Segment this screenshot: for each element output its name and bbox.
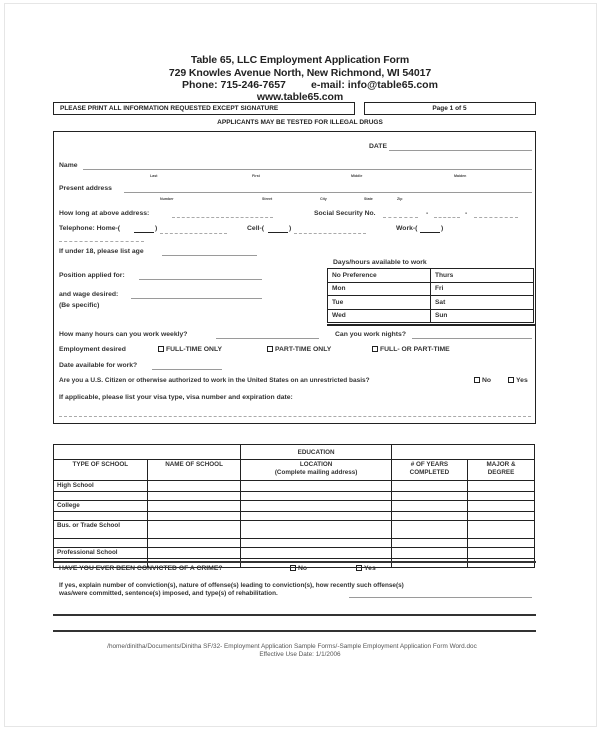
table-row (54, 539, 535, 548)
availability-option[interactable]: Sun (431, 309, 534, 323)
table-row (54, 501, 535, 512)
availability-row (328, 269, 534, 283)
paren-close: ) (289, 225, 292, 232)
availability-option[interactable]: Thurs (431, 269, 534, 283)
citizen-yes[interactable] (508, 377, 528, 384)
citizen-no[interactable] (474, 377, 491, 384)
phone-cell-area-code[interactable] (268, 232, 288, 233)
option-label: FULL-TIME ONLY (166, 346, 223, 353)
phone-home-number[interactable] (160, 233, 227, 234)
visa-label: If applicable, please list your visa type, visa number and expiration date: (59, 394, 293, 401)
option-label: No (482, 377, 492, 384)
crime-explain-field[interactable] (349, 597, 532, 598)
option-label: Yes (364, 565, 376, 572)
checkbox-icon[interactable] (158, 346, 164, 352)
school-type-cell (54, 492, 148, 501)
nights-label: Can you work nights? (335, 331, 406, 338)
option-full-time[interactable] (158, 346, 222, 353)
crime-yes[interactable] (356, 565, 376, 572)
col-major-degree: MAJOR & DEGREE (468, 460, 535, 481)
address-field[interactable] (124, 192, 532, 193)
hours-weekly-label: How many hours can you work weekly? (59, 331, 188, 338)
instruction-box (53, 102, 355, 115)
visa-field[interactable] (59, 416, 531, 417)
availability-option[interactable]: Sat (431, 296, 534, 310)
checkbox-icon[interactable] (474, 377, 480, 383)
education-title-row (54, 445, 535, 460)
school-type-cell: Professional School (54, 548, 148, 559)
education-header-row (54, 460, 535, 481)
date-label: DATE (369, 143, 387, 150)
checkbox-icon[interactable] (372, 346, 378, 352)
phone-home-area-code[interactable] (134, 232, 154, 233)
checkbox-icon[interactable] (290, 565, 296, 571)
address-sublabel-number: Number (160, 197, 174, 201)
address-sublabel-street: Street (262, 197, 273, 201)
name-sublabel-last: Last (150, 174, 158, 178)
availability-title: Days/hours available to work (333, 259, 427, 266)
date-available-field[interactable] (152, 369, 222, 370)
phone-work-area-code[interactable] (420, 232, 440, 233)
ssn-label: Social Security No. (314, 210, 376, 217)
table-row (54, 492, 535, 501)
paren-close: ) (441, 225, 444, 232)
table-row (54, 512, 535, 521)
position-field[interactable] (139, 279, 262, 280)
name-sublabel-middle: Middle (351, 174, 363, 178)
school-type-cell: High School (54, 481, 148, 492)
footer-effective-date: Effective Use Date: 1/1/2006 (259, 651, 341, 658)
phone-work-number[interactable] (59, 241, 144, 242)
option-label: PART-TIME ONLY (275, 346, 332, 353)
paren-close: ) (155, 225, 158, 232)
availability-row (328, 296, 534, 310)
how-long-label: How long at above address: (59, 210, 150, 217)
availability-row (328, 282, 534, 296)
position-label: Position applied for: (59, 272, 125, 279)
option-part-time[interactable] (267, 346, 331, 353)
company-website: www.table65.com (256, 91, 344, 103)
nights-field[interactable] (412, 338, 532, 339)
availability-table (327, 268, 534, 323)
availability-table-bottom-rule (327, 324, 535, 326)
option-full-or-part-time[interactable] (372, 346, 450, 353)
education-table (53, 444, 535, 568)
crime-question: HAVE YOU EVER BEEN CONVICTED OF A CRIME? (59, 565, 223, 572)
option-label: FULL- OR PART-TIME (380, 346, 450, 353)
ssn-part2-field[interactable] (434, 217, 460, 218)
phone-cell-label: Cell-( (247, 225, 264, 232)
availability-option[interactable]: No Preference (328, 269, 431, 283)
checkbox-icon[interactable] (267, 346, 273, 352)
crime-explain-line2: was/were committed, sentence(s) imposed, and type(s) of rehabilitation. (59, 590, 278, 597)
address-sublabel-state: State (364, 197, 373, 201)
date-available-label: Date available for work? (59, 362, 138, 369)
table-row (54, 481, 535, 492)
age-field[interactable] (162, 255, 257, 256)
option-label: No (298, 565, 308, 572)
company-title: Table 65, LLC Employment Application Form (190, 54, 410, 66)
checkbox-icon[interactable] (356, 565, 362, 571)
availability-option[interactable]: Wed (328, 309, 431, 323)
phone-cell-number[interactable] (294, 233, 366, 234)
ssn-separator: - (465, 210, 468, 217)
under18-label: If under 18, please list age (59, 248, 144, 255)
availability-option[interactable]: Tue (328, 296, 431, 310)
how-long-field[interactable] (172, 217, 273, 218)
school-type-cell (54, 539, 148, 548)
school-type-cell: College (54, 501, 148, 512)
crime-answer-line-1[interactable] (53, 614, 536, 616)
address-sublabel-zip: Zip (397, 197, 403, 201)
col-years-completed: # OF YEARS COMPLETED (391, 460, 467, 481)
col-type-of-school: TYPE OF SCHOOL (54, 460, 148, 481)
name-label: Name (59, 162, 78, 169)
section-divider (53, 561, 536, 563)
name-sublabel-first: First (252, 174, 260, 178)
company-email: e-mail: info@table65.com (311, 79, 438, 91)
company-phone: Phone: 715-246-7657 (182, 79, 286, 91)
employment-desired-label: Employment desired (59, 346, 126, 353)
col-name-of-school: NAME OF SCHOOL (147, 460, 241, 481)
wage-hint: (Be specific) (59, 302, 100, 309)
footer-file-path: /home/dinitha/Documents/Dinitha SF/32- Employment Application Sample Forms/-Sample Employment Application Form Word.doc (107, 643, 477, 650)
table-row (54, 548, 535, 559)
address-label: Present address (59, 185, 112, 192)
ssn-part1-field[interactable] (383, 217, 418, 218)
availability-option[interactable]: Fri (431, 282, 534, 296)
col-location: LOCATION (Complete mailing address) (241, 460, 391, 481)
phone-work-label: Work-( (396, 225, 418, 232)
availability-row (328, 309, 534, 323)
address-sublabel-city: City (320, 197, 327, 201)
drug-notice: APPLICANTS MAY BE TESTED FOR ILLEGAL DRUGS (217, 119, 383, 126)
ssn-separator: - (426, 210, 429, 217)
wage-label: and wage desired: (59, 291, 119, 298)
checkbox-icon[interactable] (508, 377, 514, 383)
availability-option[interactable]: Mon (328, 282, 431, 296)
instruction-text: PLEASE PRINT ALL INFORMATION REQUESTED EXCEPT SIGNATURE (60, 104, 279, 112)
ssn-part3-field[interactable] (474, 217, 518, 218)
table-row (54, 521, 535, 539)
crime-no[interactable] (290, 565, 307, 572)
school-type-cell: Bus. or Trade School (54, 521, 148, 539)
name-sublabel-maiden: Maiden (454, 174, 467, 178)
citizen-question: Are you a U.S. Citizen or otherwise authorized to work in the United States on an unrestricted basis? (59, 377, 370, 384)
crime-explain-line1: If yes, explain number of conviction(s), nature of offense(s) leading to conviction(s), how recently such offense(s) (59, 582, 404, 589)
page-number-box (364, 102, 536, 115)
education-title: EDUCATION (241, 445, 391, 460)
name-field[interactable] (83, 169, 532, 170)
company-address: 729 Knowles Avenue North, New Richmond, WI 54017 (168, 67, 432, 79)
date-field[interactable] (389, 150, 532, 151)
option-label: Yes (516, 377, 528, 384)
school-type-cell (54, 512, 148, 521)
phone-home-label: Telephone: Home-( (59, 225, 121, 232)
page-number: Page 1 of 5 (432, 104, 467, 112)
hours-weekly-field[interactable] (216, 338, 319, 339)
crime-answer-line-2[interactable] (53, 630, 536, 632)
wage-field[interactable] (131, 298, 262, 299)
